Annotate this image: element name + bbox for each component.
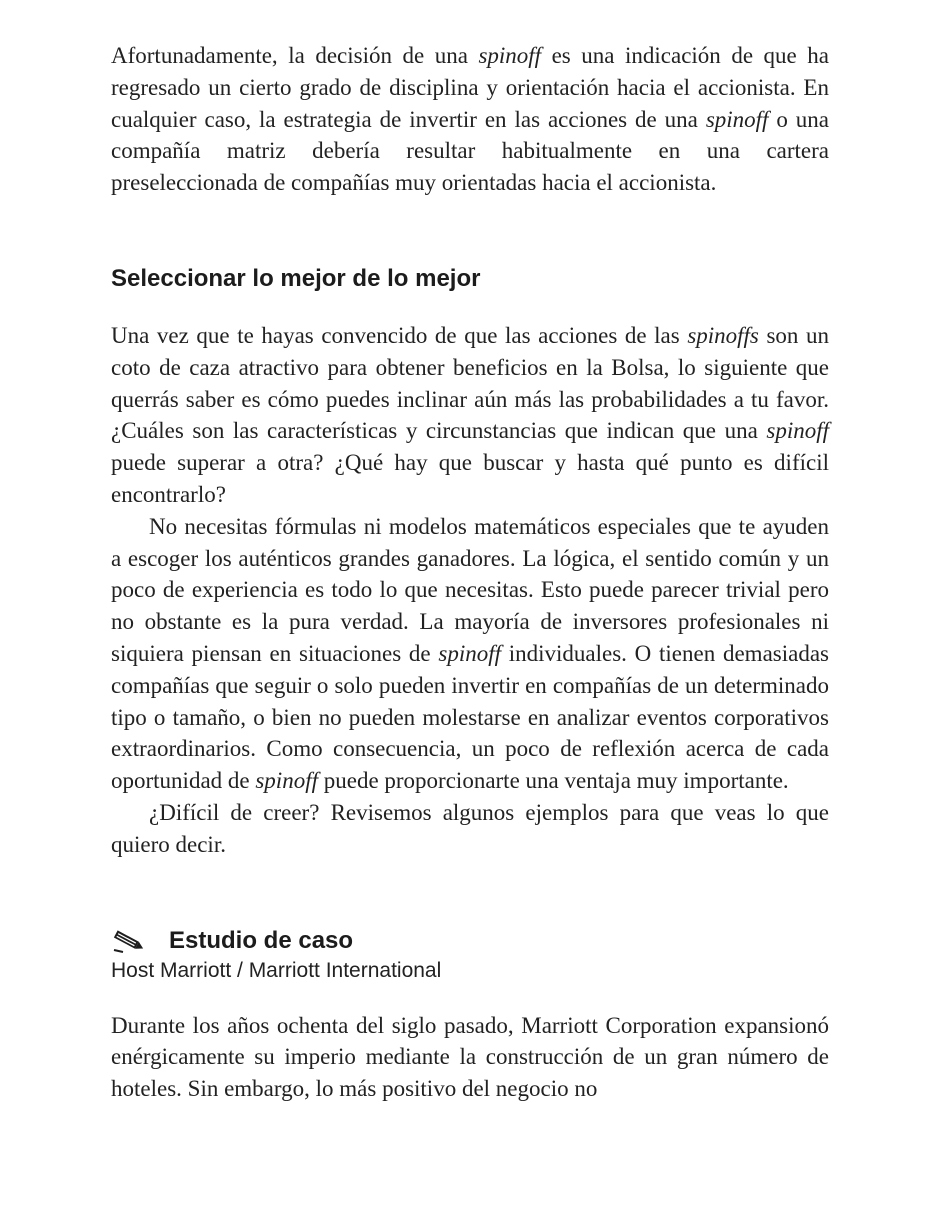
pencil-icon [111,928,147,954]
italic-term: spinoff [478,43,542,68]
text-run: son un coto de caza atractivo para obtener beneficios en la Bolsa, lo siguiente que querrás saber es cómo puedes inclinar aún más las probabilidades a tu favor. ¿Cuáles son las características y circunstancias que indican que una [111,322,830,444]
italic-term: spinoff [705,106,769,132]
italic-term: spinoff [255,768,318,794]
paragraph-marriott: Durante los años ochenta del siglo pasado, Marriott Corporation expansionó enérgicamente su imperio mediante la construcción de un gran número de hoteles. Sin embargo, lo más positivo del negocio no [111,1012,829,1102]
text-run: individuales. O tienen demasiadas compañías que seguir o solo pueden invertir en compañías de un determinado tipo o tamaño, o bien no pueden molestarse en analizar eventos corporativos extraordinarios. Como consecuencia, un poco de reflexión acerca de cada oportunidad de [111,640,829,794]
italic-term: spinoffs [687,322,759,348]
text-run: Una vez que te hayas convencido de que las acciones de las [111,322,688,348]
section-heading: Seleccionar lo mejor de lo mejor [111,264,481,292]
italic-term: spinoff [766,418,829,444]
page-content [111,40,829,1105]
text-run: No necesitas fórmulas ni modelos matemáticos especiales que te ayuden a escoger los auténticos grandes ganadores. La lógica, el sentido común y un poco de experiencia es todo lo que necesitas. Esto puede parecer trivial pero no obstante es la pura verdad. La mayoría de inversores profesionales ni siquiera piensan en situaciones de [111,513,829,666]
paragraph-logic [111,511,829,797]
text-run: o una compañía matriz debería resultar habitualmente en una cartera preseleccionada de compañías muy orientadas hacia el accionista. [111,106,829,196]
text-run: puede proporcionarte una ventaja muy importante. [317,768,789,794]
italic-term: spinoff [438,640,502,666]
text-run: puede superar a otra? ¿Qué hay que buscar y hasta qué punto es difícil encontrarlo? [111,450,829,507]
case-study-title: Estudio de caso [169,926,354,954]
text-run: es una indicación de que ha regresado un cierto grado de disciplina y orientación hacia el accionista. En cualquier caso, la estrategia de invertir en las acciones de una [111,43,829,132]
case-study-subtitle: Host Marriott / Marriott International [111,958,442,982]
paragraph-selection [111,320,829,511]
case-study-header [111,924,829,984]
paragraph-intro [111,40,829,199]
case-study-title-row [111,924,829,958]
paragraph-examples: ¿Difícil de creer? Revisemos algunos ejemplos para que veas lo que quiero decir. [111,799,829,857]
text-run: Afortunadamente, la decisión de una [111,43,479,68]
